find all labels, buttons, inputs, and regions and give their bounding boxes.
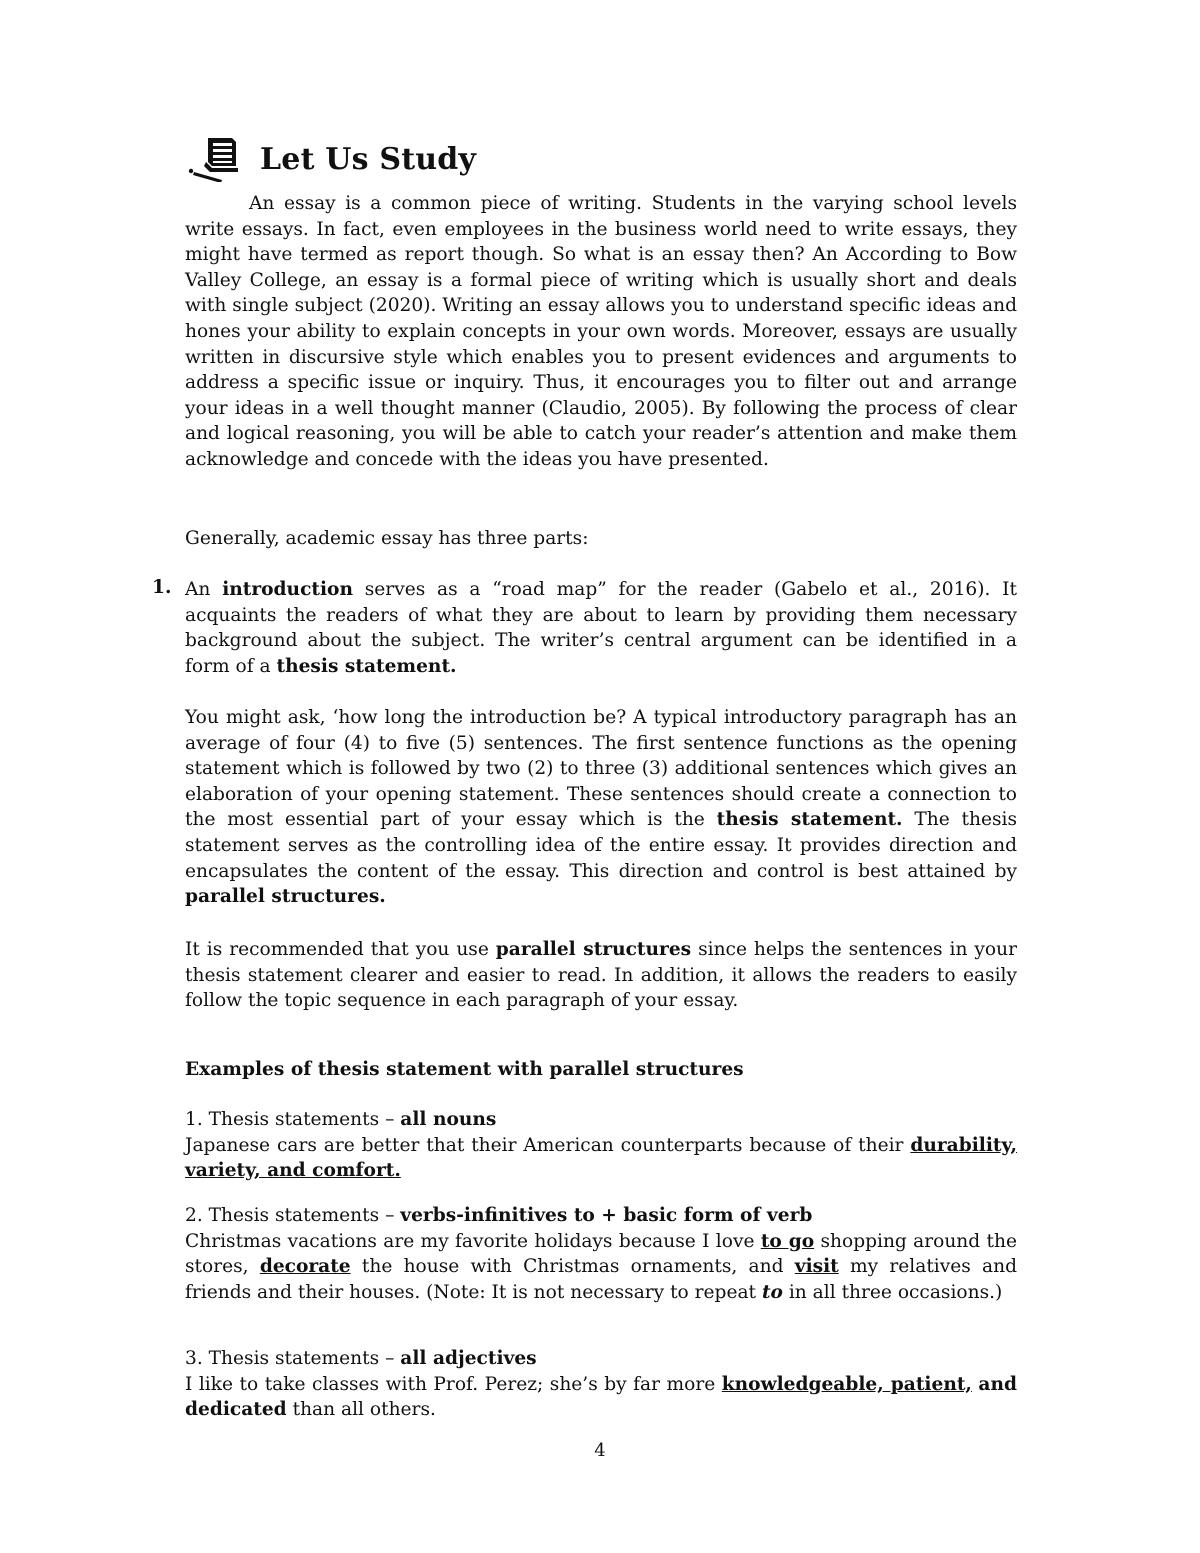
underlined-term: to go bbox=[760, 1230, 815, 1252]
example-3 bbox=[185, 1346, 1017, 1423]
underlined-term: durability, variety, and comfort. bbox=[185, 1134, 1017, 1182]
introduction-text: An introduction serves as a “road map” for the reader (Gabelo et al., 2016). It acquaints the readers of what they are about to learn by providing them necessary background about the subject. The writer’s central argument can be identified in a form of a thesis statement. bbox=[185, 579, 1017, 677]
bold-term: thesis statement. bbox=[276, 655, 457, 677]
parts-intro bbox=[185, 526, 1017, 552]
parallel-structures-paragraph bbox=[185, 937, 1017, 1014]
list-item-introduction bbox=[185, 577, 1017, 679]
section-header bbox=[186, 132, 476, 186]
example-label: 1. Thesis statements – all nouns bbox=[185, 1109, 497, 1130]
example-text: Japanese cars are better that their American counterparts because of their durability, variety, and comfort. bbox=[185, 1134, 1017, 1182]
underlined-term: visit bbox=[794, 1256, 839, 1278]
examples-heading-text: Examples of thesis statement with parallel structures bbox=[185, 1059, 744, 1080]
paragraph-text: It is recommended that you use parallel structures since helps the sentences in your thesis statement clearer and easier to read. In addition, it allows the readers to easily follow the topic sequence in each paragraph of your essay. bbox=[185, 939, 1017, 1012]
paragraph-text: You might ask, ‘how long the introduction be? A typical introductory paragraph has an average of four (4) to five (5) sentences. The first sentence functions as the opening statement which is followed by two (2) to three (3) additional sentences which gives an elaboration of your opening statement. These sentences should create a connection to the most essential part of your essay which is the thesis statement. The thesis statement serves as the controlling idea of the entire essay. It provides direction and encapsulates the content of the essay. This direction and control is best attained by parallel structures. bbox=[185, 707, 1017, 908]
bold-term: parallel structures. bbox=[185, 886, 386, 908]
bold-term: thesis statement. bbox=[716, 809, 903, 831]
bold-term: and dedicated bbox=[185, 1373, 1017, 1421]
underlined-term: knowledgeable, patient, bbox=[721, 1373, 972, 1395]
example-label: 2. Thesis statements – verbs-infinitives to + basic form of verb bbox=[185, 1205, 813, 1226]
bold-term: parallel structures bbox=[495, 939, 692, 960]
book-pencil-icon bbox=[186, 132, 260, 186]
intro-paragraph bbox=[185, 191, 1017, 473]
bold-term: introduction bbox=[222, 579, 353, 600]
page-heading: Let Us Study bbox=[260, 141, 477, 177]
page-number: 4 bbox=[594, 1440, 606, 1461]
parts-intro-text: Generally, academic essay has three parts: bbox=[185, 528, 589, 549]
example-label: 3. Thesis statements – all adjectives bbox=[185, 1348, 537, 1369]
introduction-length-paragraph bbox=[185, 705, 1017, 910]
example-1 bbox=[185, 1107, 1017, 1184]
example-text: Christmas vacations are my favorite holidays because I love to go shopping around the stores, decorate the house with Christmas ornaments, and visit my relatives and friends and their houses. (Note: It is not necessary to repeat to in all three occasions.) bbox=[185, 1230, 1017, 1303]
examples-heading bbox=[185, 1057, 1017, 1083]
example-text: I like to take classes with Prof. Perez; she’s by far more knowledgeable, patient, and dedicated than all others. bbox=[185, 1373, 1017, 1421]
intro-text: An essay is a common piece of writing. Students in the varying school levels write essays. In fact, even employees in the business world need to write essays, they might have termed as report though. So what is an essay then? An According to Bow Valley College, an essay is a formal piece of writing which is usually short and deals with single subject (2020). Writing an essay allows you to understand specific ideas and hones your ability to explain concepts in your own words. Moreover, essays are usually written in discursive style which enables you to present evidences and arguments to address a specific issue or inquiry. Thus, it encourages you to filter out and arrange your ideas in a well thought manner (Claudio, 2005). By following the process of clear and logical reasoning, you will be able to catch your reader’s attention and make them acknowledge and concede with the ideas you have presented. bbox=[185, 193, 1017, 470]
underlined-term: decorate bbox=[259, 1256, 351, 1278]
list-number: 1. bbox=[152, 577, 172, 598]
example-2 bbox=[185, 1203, 1017, 1305]
italic-term: to bbox=[761, 1281, 783, 1303]
